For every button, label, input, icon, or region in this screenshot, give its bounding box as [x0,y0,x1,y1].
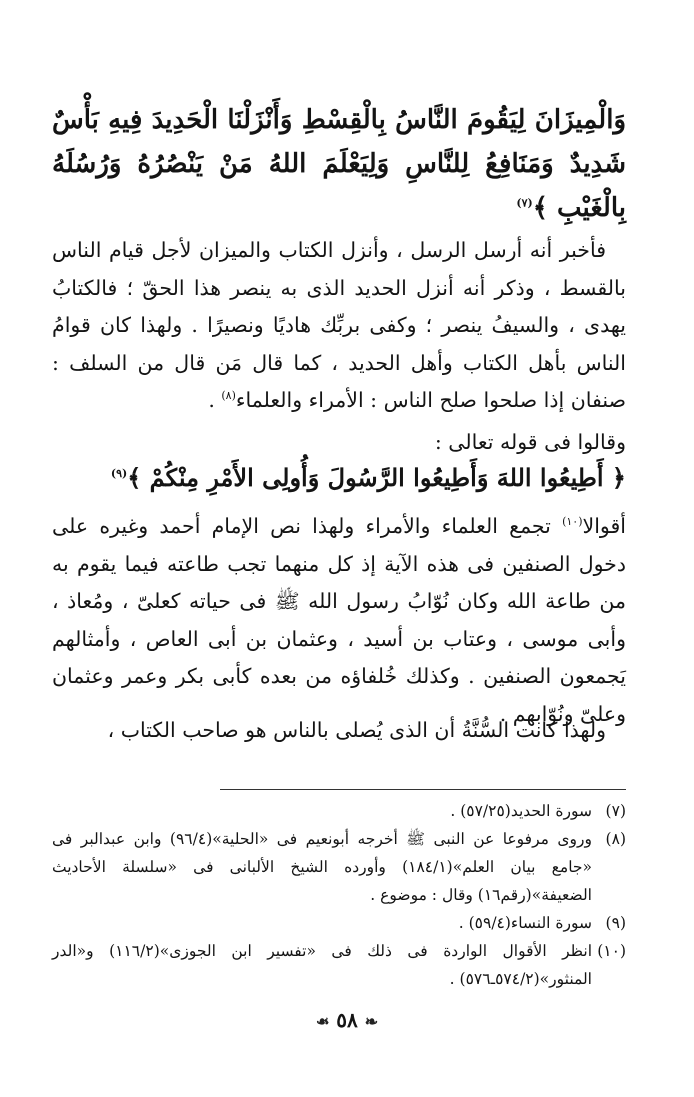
footnote-ref-7[interactable]: (٧) [516,196,533,210]
footnote-text: سورة النساء(٥٩/٤) . [458,914,592,932]
paragraph-1 [52,232,626,420]
footnote-text: انظر الأقوال الواردة فى ذلك فى «تفسير ابن الجوزى»(١١٦/٢) و«الدر المنثور»(٥٧٤/٢ـ٥٧٦) . [52,942,593,988]
page-number: ٥٨ [336,1008,358,1032]
footnote [52,825,626,909]
footnote-number: (٧) [605,802,626,820]
footnote [52,797,626,825]
quran-verse [52,98,626,230]
quran-ayah-2 [52,458,626,498]
paragraph-3-start: أقوالا [582,514,626,538]
leaf-ornament-icon: ❧ [315,1012,330,1031]
footnote-number: (٨) [605,830,626,848]
paragraph-3 [52,508,626,733]
paragraph-4-text: ولهذا كانت السُّنَّةُ أن الذى يُصلى بالناس هو صاحب الكتاب ، [107,718,606,742]
footnote-ref-8[interactable]: (٨) [221,389,236,403]
paragraph-2-text: وقالوا فى قوله تعالى : [434,430,626,454]
footnote-separator [220,789,626,790]
footnote-number: (١٠) [597,942,626,960]
footnote [52,909,626,937]
paragraph-1-end: . [208,388,222,412]
footnote [52,937,626,993]
paragraph-4 [52,712,626,750]
paragraph-3-text: تجمع العلماء والأمراء ولهذا نص الإمام أحمد وغيره على دخول الصنفين فى هذه الآية إذ كل منهما تجب طاعته فيما يقوم به من طاعة الله وكان نُوّابُ رسول الله ﷺ فى حياته كعلىّ ، ومُعاذ ، وأبى موسى ، وعتاب بن أسيد ، وعثمان بن أبى العاص ، وأمثالهم يَجمعون الصنفين . وكذلك خُلفاؤه من بعده كأبى بكر وعمر وعثمان وعلىّ ونُوّابهم . [52,514,626,726]
footnote-text: وروى مرفوعا عن النبى ﷺ أخرجه أبونعيم فى «الحلية»(٩٦/٤) وابن عبدالبر فى «جامع بيان العلم»(١٨٤/١) وأورده الشيخ الألبانى فى «سلسلة الأحاديث الضعيفة»(رقم١٦) وقال : موضوع . [52,830,592,904]
footnote-text: سورة الحديد(٥٧/٢٥) . [450,802,592,820]
paragraph-2 [52,424,626,462]
leaf-ornament-icon: ❧ [364,1012,379,1031]
page-number-block [0,1008,694,1032]
verse-text: وَالْمِيزَانَ لِيَقُومَ النَّاسُ بِالْقِسْطِ وَأَنْزَلْنَا الْحَدِيدَ فِيهِ بَأْسٌ شَدِيدٌ وَمَنَافِعُ لِلنَّاسِ وَلِيَعْلَمَ اللهُ مَنْ يَنْصُرُهُ وَرُسُلَهُ بِالْغَيْبِ ﴾ [52,105,626,223]
footnote-ref-10[interactable]: (١٠) [562,515,583,529]
paragraph-1-text: فأخبر أنه أرسل الرسل ، وأنزل الكتاب والميزان لأجل قيام الناس بالقسط ، وذكر أنه أنزل الحديد الذى به ينصر هذا الحقّ ؛ فالكتابُ يهدى ، والسيفُ ينصر ؛ وكفى بربِّك هاديًا ونصيرًا . ولهذا كان قوامُ الناس بأهل الكتاب وأهل الحديد ، كما قال مَن قال من السلف : صنفان إذا صلحوا صلح الناس : الأمراء والعلماء [52,238,626,412]
ayah-2-text: ﴿ أَطِيعُوا اللهَ وَأَطِيعُوا الرَّسُولَ وَأُولِى الأَمْرِ مِنْكُمْ ﴾ [127,463,626,492]
footnote-ref-9[interactable]: (٩) [110,467,128,480]
footnotes [52,797,626,993]
footnote-number: (٩) [605,914,626,932]
